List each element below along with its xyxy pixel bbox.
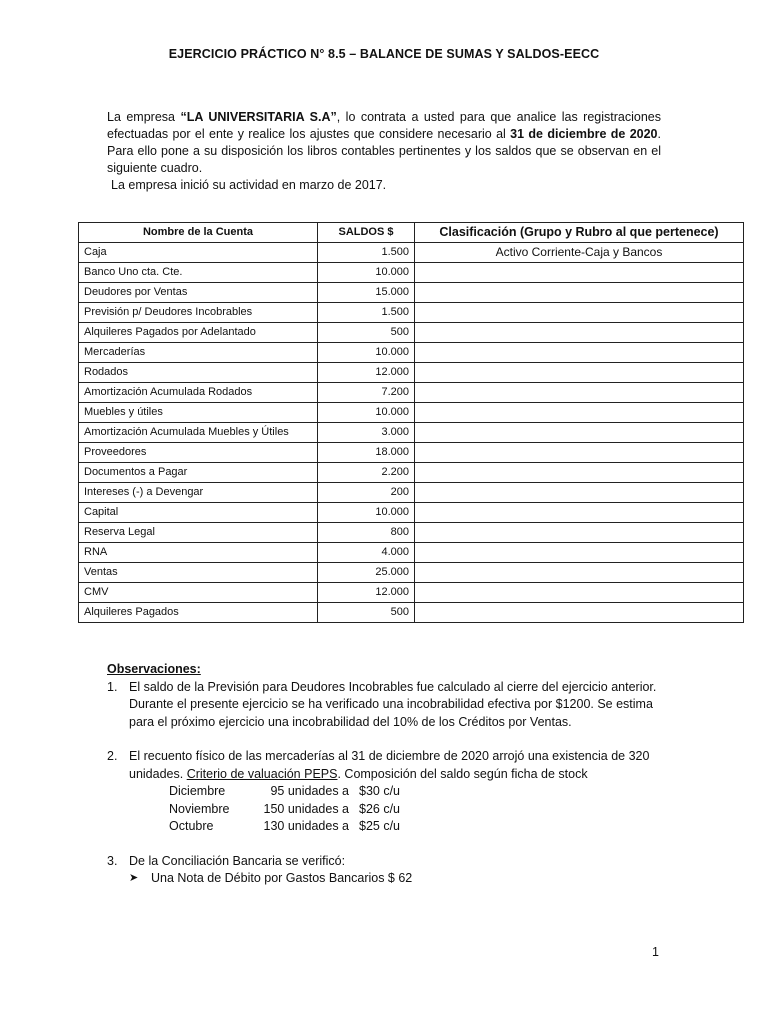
table-row (79, 443, 744, 463)
stock-price: $26 c/u (359, 801, 401, 816)
account-name-cell: Reserva Legal (79, 523, 318, 543)
table-row (79, 523, 744, 543)
table-row (79, 423, 744, 443)
intro-text-c: . Para ello pone a su disposición los libros contables pertinentes y los saldos que se observan en el siguiente cuadro. (107, 127, 661, 175)
saldo-cell: 3.000 (318, 423, 415, 443)
observation-item-2 (107, 748, 667, 836)
bullet-item (129, 870, 667, 888)
saldo-cell: 15.000 (318, 283, 415, 303)
classification-cell (415, 283, 744, 303)
closing-date: 31 de diciembre de 2020 (510, 127, 658, 141)
saldo-cell: 800 (318, 523, 415, 543)
saldo-cell: 7.200 (318, 383, 415, 403)
classification-cell (415, 463, 744, 483)
observation-text: De la Conciliación Bancaria se verificó: (129, 853, 346, 868)
observation-text: El saldo de la Previsión para Deudores Incobrables fue calculado al cierre del ejercicio anterior. Durante el presente ejercicio se ha verificado una incobrabilidad efectiva por $1200. Se estima para el próximo ejercicio una incobrabilidad del 10% de los Créditos por Ventas. (129, 679, 657, 729)
account-name-cell: Proveedores (79, 443, 318, 463)
classification-cell (415, 523, 744, 543)
table-row (79, 263, 744, 283)
accounts-table (78, 222, 744, 623)
saldo-cell: 10.000 (318, 263, 415, 283)
account-name-cell: Previsión p/ Deudores Incobrables (79, 303, 318, 323)
observations-heading: Observaciones: (107, 662, 201, 676)
table-row (79, 383, 744, 403)
saldo-cell: 10.000 (318, 503, 415, 523)
saldo-cell: 500 (318, 323, 415, 343)
account-name-cell: Deudores por Ventas (79, 283, 318, 303)
header-saldo: SALDOS $ (318, 223, 415, 243)
classification-cell (415, 443, 744, 463)
classification-cell (415, 383, 744, 403)
table-row (79, 363, 744, 383)
valuation-criteria: Criterio de valuación PEPS (186, 766, 338, 781)
observation-text: El recuento físico de las mercaderías al 31 de diciembre de 2020 arrojó una existencia de 320 unidades. (129, 749, 650, 781)
classification-cell (415, 363, 744, 383)
classification-cell (415, 543, 744, 563)
observation-number: 2. (107, 749, 118, 763)
table-row (79, 323, 744, 343)
table-header-row (79, 223, 744, 243)
stock-list (129, 783, 667, 836)
table-row (79, 343, 744, 363)
classification-cell (415, 423, 744, 443)
stock-month: Noviembre (169, 801, 230, 816)
intro-text-b: , lo contrata a usted para que analice las registraciones efectuadas por el ente y realice los ajustes que considere necesario al (107, 110, 661, 141)
table-row (79, 603, 744, 623)
classification-cell (415, 403, 744, 423)
classification-cell (415, 563, 744, 583)
account-name-cell: Ventas (79, 563, 318, 583)
classification-cell (415, 323, 744, 343)
intro-text-a: La empresa (107, 110, 181, 124)
observation-text: . Composición del saldo según ficha de stock (337, 766, 588, 781)
observation-number: 3. (107, 853, 118, 868)
page-number: 1 (652, 945, 659, 959)
stock-units: 150 unidades a (263, 801, 349, 816)
bullet-text: Una Nota de Débito por Gastos Bancarios $ 62 (151, 871, 413, 885)
observation-item-1 (107, 679, 667, 732)
account-name-cell: Alquileres Pagados por Adelantado (79, 323, 318, 343)
account-name-cell: Alquileres Pagados (79, 603, 318, 623)
stock-price: $30 c/u (359, 784, 401, 798)
header-account-name: Nombre de la Cuenta (79, 223, 318, 243)
table-row (79, 563, 744, 583)
saldo-cell: 12.000 (318, 583, 415, 603)
stock-units: 95 unidades a (270, 784, 349, 798)
account-name-cell: Rodados (79, 363, 318, 383)
classification-cell: Activo Corriente-Caja y Bancos (415, 243, 744, 263)
stock-row (169, 783, 667, 801)
table-row (79, 503, 744, 523)
arrowhead-bullet-icon: ➤ (129, 872, 139, 884)
classification-cell (415, 263, 744, 283)
observations-section (107, 661, 667, 888)
table-row (79, 303, 744, 323)
intro-paragraph (107, 109, 661, 177)
classification-cell (415, 483, 744, 503)
saldo-cell: 200 (318, 483, 415, 503)
account-name-cell: CMV (79, 583, 318, 603)
stock-month: Octubre (169, 819, 214, 833)
saldo-cell: 25.000 (318, 563, 415, 583)
saldo-cell: 500 (318, 603, 415, 623)
saldo-cell: 4.000 (318, 543, 415, 563)
saldo-cell: 1.500 (318, 243, 415, 263)
account-name-cell: Caja (79, 243, 318, 263)
observation-item-3 (107, 853, 667, 888)
account-name-cell: Documentos a Pagar (79, 463, 318, 483)
classification-cell (415, 603, 744, 623)
table-row (79, 583, 744, 603)
classification-cell (415, 583, 744, 603)
account-name-cell: Capital (79, 503, 318, 523)
stock-price: $25 c/u (359, 819, 401, 833)
stock-month: Diciembre (169, 784, 226, 798)
intro-start-date: La empresa inició su actividad en marzo de 2017. (111, 178, 387, 192)
classification-cell (415, 503, 744, 523)
table-row (79, 463, 744, 483)
table-row (79, 283, 744, 303)
classification-cell (415, 343, 744, 363)
account-name-cell: Amortización Acumulada Muebles y Útiles (79, 423, 318, 443)
stock-row (169, 801, 667, 819)
account-name-cell: RNA (79, 543, 318, 563)
company-name: “LA UNIVERSITARIA S.A” (180, 110, 337, 124)
stock-units: 130 unidades a (263, 819, 349, 833)
stock-row (169, 818, 667, 836)
table-row (79, 403, 744, 423)
saldo-cell: 2.200 (318, 463, 415, 483)
account-name-cell: Banco Uno cta. Cte. (79, 263, 318, 283)
account-name-cell: Intereses (-) a Devengar (79, 483, 318, 503)
account-name-cell: Muebles y útiles (79, 403, 318, 423)
intro-section (107, 109, 661, 194)
saldo-cell: 1.500 (318, 303, 415, 323)
saldo-cell: 10.000 (318, 403, 415, 423)
saldo-cell: 12.000 (318, 363, 415, 383)
classification-cell (415, 303, 744, 323)
document-title: EJERCICIO PRÁCTICO N° 8.5 – BALANCE DE SUMAS Y SALDOS-EECC (168, 47, 600, 61)
observation-number: 1. (107, 679, 118, 694)
table-row (79, 543, 744, 563)
saldo-cell: 18.000 (318, 443, 415, 463)
table-row (79, 243, 744, 263)
table-row (79, 483, 744, 503)
table-body (79, 243, 744, 623)
account-name-cell: Amortización Acumulada Rodados (79, 383, 318, 403)
account-name-cell: Mercaderías (79, 343, 318, 363)
header-classification: Clasificación (Grupo y Rubro al que pertenece) (415, 223, 744, 243)
saldo-cell: 10.000 (318, 343, 415, 363)
